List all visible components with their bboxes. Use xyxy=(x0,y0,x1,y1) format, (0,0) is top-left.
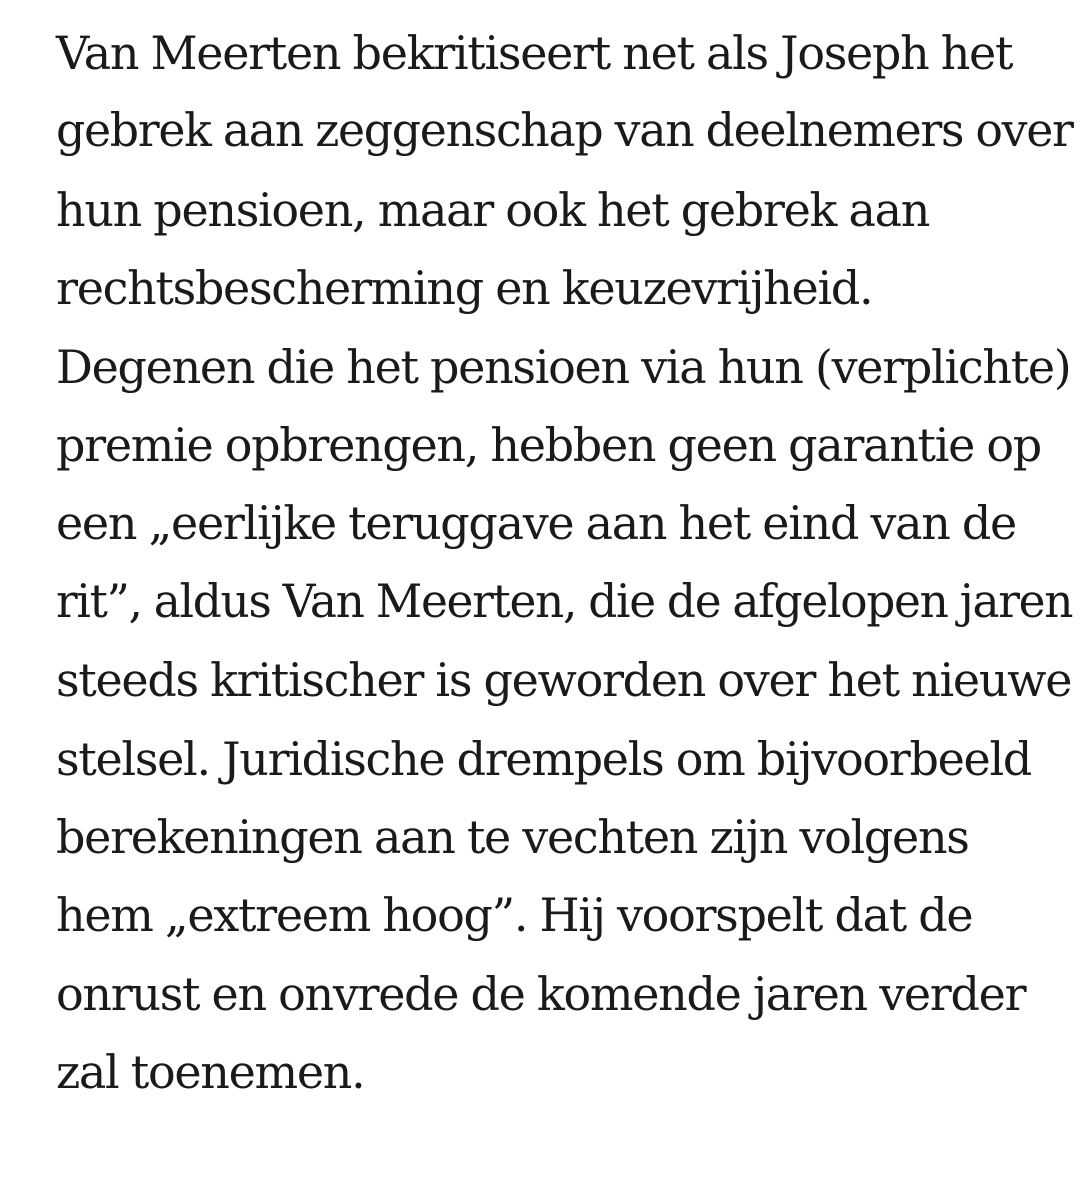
article-line: rit”, aldus Van Meerten, die de afgelopen jaren xyxy=(56,574,1073,628)
article-line: een „eerlijke teruggave aan het eind van de xyxy=(56,496,1016,551)
article-line: berekeningen aan te vechten zijn volgens xyxy=(56,810,969,865)
article-line: steeds kritischer is geworden over het nieuwe xyxy=(56,653,1072,708)
article-line: gebrek aan zeggenschap van deelnemers over xyxy=(56,104,1073,158)
article-line: hem „extreem hoog”. Hij voorspelt dat de xyxy=(56,888,973,943)
article-line: rechtsbescherming en keuzevrijheid. xyxy=(56,261,873,316)
article-line: onrust en onvrede de komende jaren verder xyxy=(56,966,1026,1021)
article-line: Degenen die het pensioen via hun (verplichte) xyxy=(56,339,1071,394)
article-body xyxy=(56,14,1073,1112)
article-line: zal toenemen. xyxy=(56,1045,365,1100)
article-line: stelsel. Juridische drempels om bijvoorbeeld xyxy=(56,731,1032,786)
article-line: Van Meerten bekritiseert net als Joseph het xyxy=(56,26,1013,80)
article-line: hun pensioen, maar ook het gebrek aan xyxy=(56,182,930,237)
article-line: premie opbrengen, hebben geen garantie op xyxy=(56,418,1041,473)
